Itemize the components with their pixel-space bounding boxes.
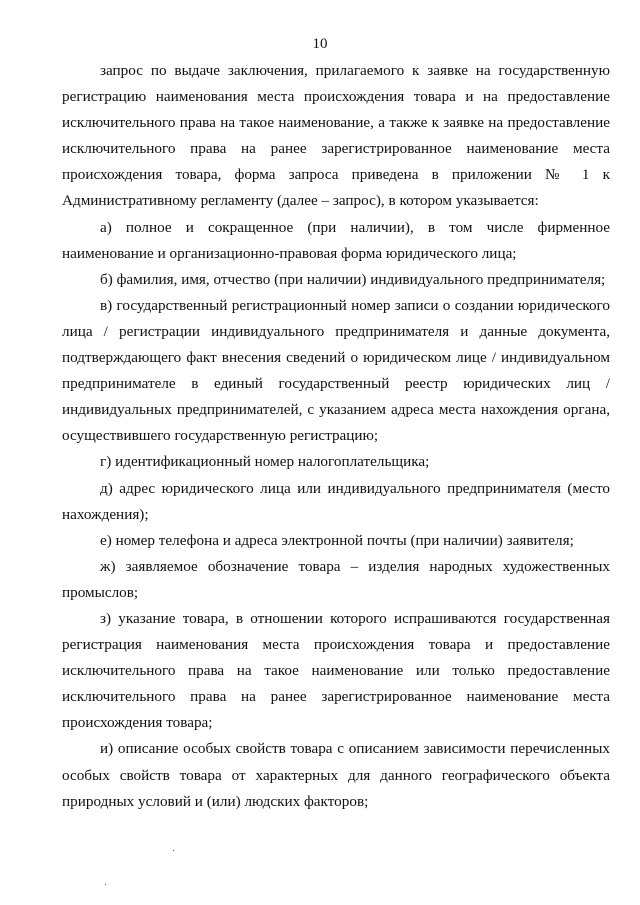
list-item-v: в) государственный регистрационный номер записи о создании юридического лица / регистрации индивидуального предпринимателя и данные документа, подтверждающего факт внесения сведений о юридическом лице / индивидуальном предпринимателе в единый государственный реестр юридических лиц / индивидуальных предпринимателей, с указанием адреса места нахождения органа, осуществившего государственную регистрацию;: [62, 296, 610, 445]
list-item-d: д) адрес юридического лица или индивидуального предпринимателя (место нахождения);: [62, 479, 610, 523]
scan-speck: ·: [172, 846, 176, 857]
list-item-b: б) фамилия, имя, отчество (при наличии) индивидуального предпринимателя;: [100, 270, 606, 288]
list-item-i: и) описание особых свойств товара с описанием зависимости перечисленных особых свойств товара от характерных для данного географического объекта природных условий и (или) людских факторов;: [62, 740, 610, 810]
list-item-zh: ж) заявляемое обозначение товара – изделия народных художественных промыслов;: [62, 557, 610, 601]
list-item-e: е) номер телефона и адреса электронной почты (при наличии) заявителя;: [100, 531, 574, 549]
list-item-z: з) указание товара, в отношении которого испрашиваются государственная регистрация наименования места происхождения товара и предоставление исключительного права на такое наименование или только предоставление исключительного права на ранее зарегистрированное наименование места происхождения товара;: [62, 609, 610, 732]
list-item-g: г) идентификационный номер налогоплательщика;: [100, 453, 430, 471]
list-item-a: а) полное и сокращенное (при наличии), в том числе фирменное наименование и организационно-правовая форма юридического лица;: [62, 218, 610, 262]
page-number: 10: [312, 36, 328, 52]
paragraph-intro: запрос по выдаче заключения, прилагаемого к заявке на государственную регистрацию наименования места происхождения товара и на предоставление исключительного права на такое наименование, а также к заявке на предоставление исключительного права на ранее зарегистрированное наименование места происхождения товара, форма запроса приведена в приложении № 1 к Административному регламенту (далее – запрос), в котором указывается:: [62, 62, 610, 210]
document-body: [62, 58, 610, 815]
scan-speck: ·: [104, 880, 108, 891]
